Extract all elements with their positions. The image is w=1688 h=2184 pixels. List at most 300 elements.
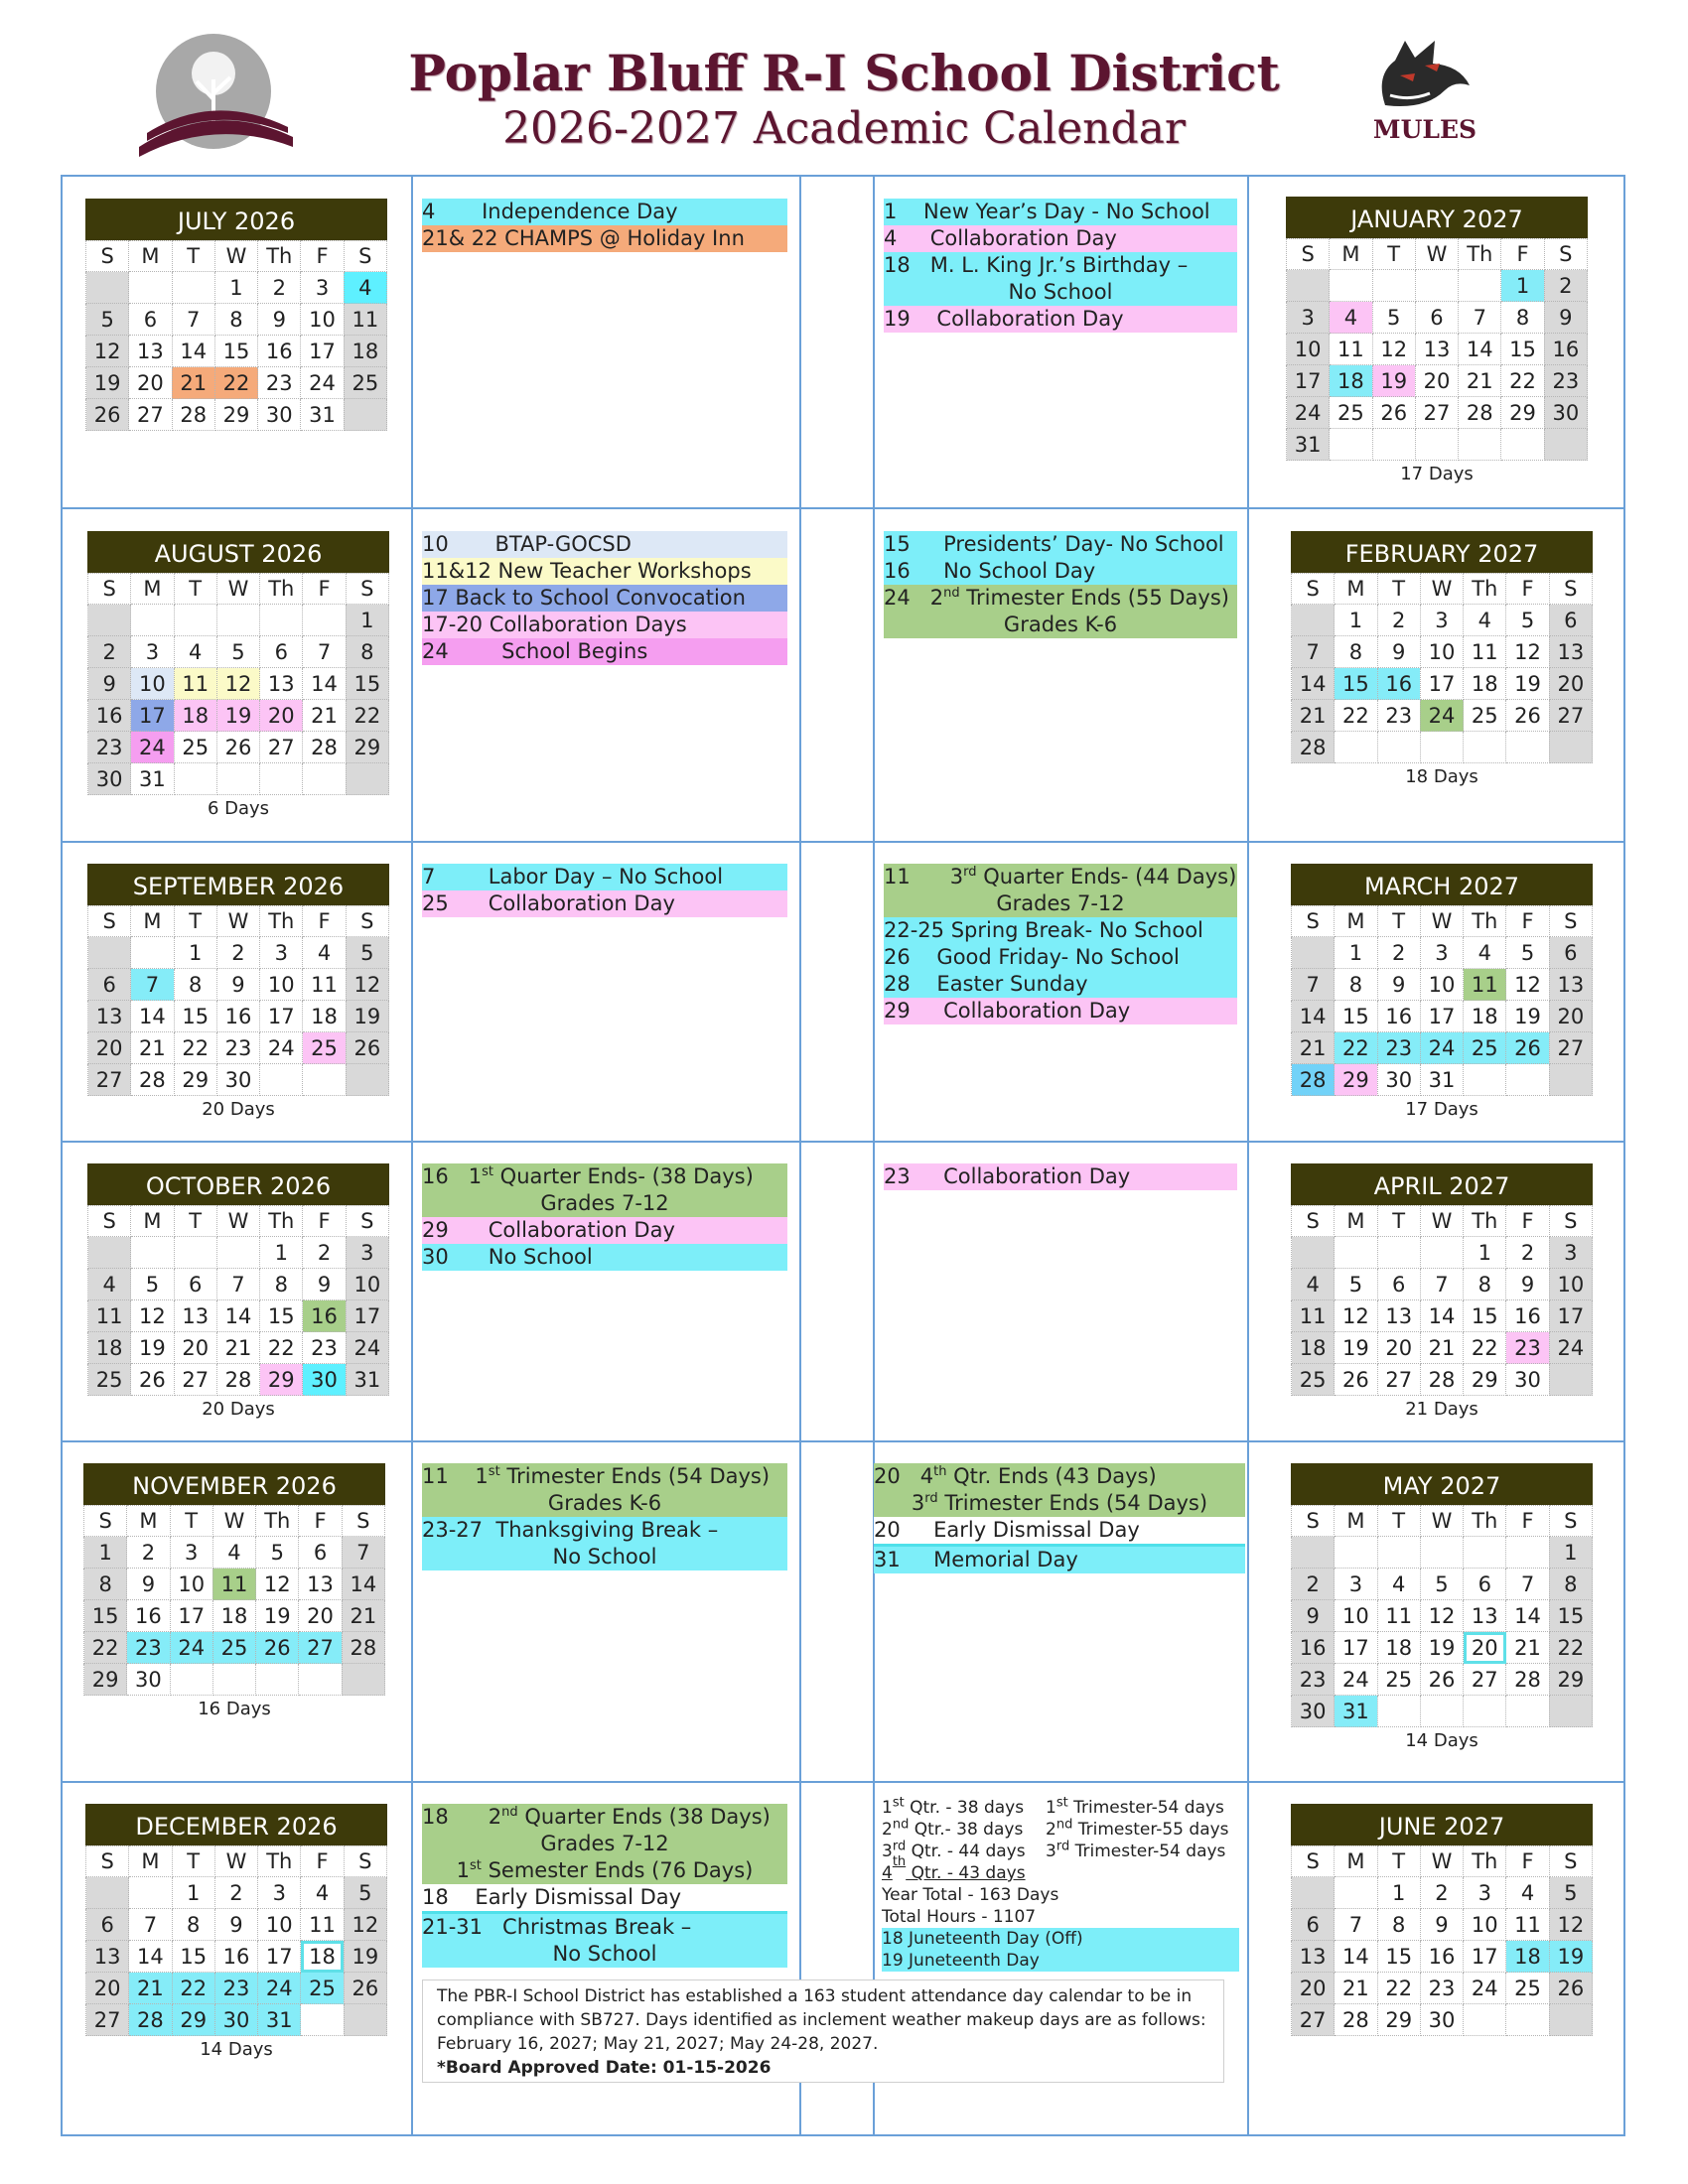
calendar-day: 9 bbox=[1544, 302, 1587, 334]
calendar-day: 26 bbox=[216, 732, 259, 763]
calendar-day: 2 bbox=[1377, 937, 1420, 969]
calendar-day: 1 bbox=[174, 937, 216, 969]
calendar-day: 10 bbox=[258, 1909, 301, 1941]
calendar-day: 24 bbox=[1287, 397, 1330, 429]
weekday-header: T bbox=[174, 906, 216, 937]
event-item: 11 3rd Quarter Ends- (44 Days) bbox=[884, 865, 1237, 888]
board-approved-date: *Board Approved Date: 01-15-2026 bbox=[437, 2058, 772, 2078]
calendar-day: 25 bbox=[1292, 1364, 1335, 1396]
calendar-day: 4 bbox=[1292, 1269, 1335, 1300]
calendar-empty-cell bbox=[1464, 1064, 1506, 1096]
calendar-day: 5 bbox=[216, 636, 259, 668]
calendar-day: 4 bbox=[1506, 1877, 1549, 1909]
calendar-day: 7 bbox=[1292, 969, 1335, 1001]
calendar-day: 18 bbox=[303, 1001, 346, 1032]
weekday-header: W bbox=[212, 1506, 255, 1537]
calendar-day: 7 bbox=[131, 969, 174, 1001]
weekday-header: W bbox=[216, 1206, 259, 1237]
calendar-empty-cell bbox=[1506, 1064, 1549, 1096]
calendar-day: 21 bbox=[172, 367, 214, 399]
calendar-day: 1 bbox=[1335, 937, 1377, 969]
calendar-day: 13 bbox=[1549, 969, 1592, 1001]
calendar-day: 6 bbox=[88, 969, 131, 1001]
calendar-day: 8 bbox=[1464, 1269, 1506, 1300]
weekday-header: S bbox=[1292, 906, 1335, 937]
calendar-day: 4 bbox=[88, 1269, 131, 1300]
calendar-day: 26 bbox=[1335, 1364, 1377, 1396]
calendar-day: 20 bbox=[299, 1600, 342, 1632]
calendar-day: 14 bbox=[342, 1569, 384, 1600]
weekday-header: Th bbox=[260, 906, 303, 937]
calendar-day: 11 bbox=[174, 668, 216, 700]
calendar-empty-cell bbox=[1420, 1537, 1463, 1569]
calendar-day: 14 bbox=[303, 668, 346, 700]
month-grid bbox=[83, 1505, 385, 1696]
calendar-day: 3 bbox=[346, 1237, 388, 1269]
calendar-day: 15 bbox=[1464, 1300, 1506, 1332]
calendar-day: 22 bbox=[1501, 365, 1544, 397]
weekday-header: T bbox=[1377, 1506, 1420, 1537]
calendar-day: 8 bbox=[1335, 636, 1377, 668]
calendar-day: 24 bbox=[170, 1632, 212, 1664]
calendar-empty-cell bbox=[1549, 1696, 1592, 1727]
calendar-day: 21 bbox=[131, 1032, 174, 1064]
weekday-header: Th bbox=[1464, 906, 1506, 937]
calendar-day: 8 bbox=[214, 304, 257, 336]
weekday-header: S bbox=[1292, 574, 1335, 605]
calendar-day: 3 bbox=[258, 1877, 301, 1909]
calendar-day: 5 bbox=[1549, 1877, 1592, 1909]
calendar-day: 11 bbox=[344, 304, 386, 336]
calendar-day: 22 bbox=[1549, 1632, 1592, 1664]
calendar-day: 23 bbox=[1377, 1032, 1420, 1064]
calendar-dec-2026 bbox=[85, 1804, 387, 2060]
calendar-day: 30 bbox=[88, 763, 131, 795]
year-total: Year Total - 163 Days bbox=[882, 1885, 1059, 1905]
weekday-header: Th bbox=[1464, 1846, 1506, 1877]
weekday-header: T bbox=[174, 574, 216, 605]
calendar-day: 7 bbox=[216, 1269, 259, 1300]
events-sep-2026 bbox=[422, 864, 787, 917]
calendar-day: 14 bbox=[1506, 1600, 1549, 1632]
calendar-empty-cell bbox=[1506, 2004, 1549, 2036]
instruction-day-count: 6 Days bbox=[207, 798, 270, 819]
calendar-empty-cell bbox=[1415, 270, 1458, 302]
weekday-header: S bbox=[88, 1206, 131, 1237]
calendar-day: 24 bbox=[131, 732, 174, 763]
calendar-day: 26 bbox=[256, 1632, 299, 1664]
month-title: SEPTEMBER 2026 bbox=[87, 864, 389, 905]
calendar-empty-cell bbox=[1464, 1537, 1506, 1569]
event-item: 1st Semester Ends (76 Days) bbox=[422, 1857, 787, 1884]
weekday-header: Th bbox=[258, 241, 301, 272]
calendar-day: 25 bbox=[344, 367, 386, 399]
calendar-day: 4 bbox=[1464, 605, 1506, 636]
calendar-empty-cell bbox=[1501, 429, 1544, 461]
calendar-day: 6 bbox=[1549, 937, 1592, 969]
calendar-day: 29 bbox=[346, 732, 388, 763]
calendar-day: 21 bbox=[1292, 1032, 1335, 1064]
calendar-day: 29 bbox=[174, 1064, 216, 1096]
weekday-header: T bbox=[174, 1206, 216, 1237]
calendar-day: 23 bbox=[127, 1632, 170, 1664]
calendar-day: 28 bbox=[129, 2004, 172, 2036]
calendar-day: 22 bbox=[1377, 1973, 1420, 2004]
event-item: 18 M. L. King Jr.’s Birthday – bbox=[884, 252, 1237, 279]
calendar-day: 6 bbox=[1292, 1909, 1335, 1941]
calendar-day: 27 bbox=[1377, 1364, 1420, 1396]
calendar-day: 6 bbox=[86, 1909, 129, 1941]
calendar-day: 28 bbox=[216, 1364, 259, 1396]
calendar-empty-cell bbox=[1464, 2004, 1506, 2036]
calendar-day: 19 bbox=[256, 1600, 299, 1632]
calendar-day: 11 bbox=[303, 969, 346, 1001]
event-item: 30 No School bbox=[422, 1244, 787, 1271]
calendar-day: 8 bbox=[1377, 1909, 1420, 1941]
calendar-empty-cell bbox=[1335, 1877, 1377, 1909]
weekday-header: F bbox=[301, 1846, 344, 1877]
calendar-day: 28 bbox=[1292, 732, 1335, 763]
calendar-day: 2 bbox=[1506, 1237, 1549, 1269]
calendar-day: 2 bbox=[1544, 270, 1587, 302]
event-item: 24 2nd Trimester Ends (55 Days) bbox=[884, 585, 1237, 612]
calendar-empty-cell bbox=[1549, 1064, 1592, 1096]
calendar-empty-cell bbox=[260, 605, 303, 636]
calendar-day: 11 bbox=[1292, 1300, 1335, 1332]
calendar-day: 27 bbox=[1292, 2004, 1335, 2036]
weekday-header: S bbox=[1292, 1206, 1335, 1237]
instruction-day-count: 14 Days bbox=[200, 2039, 273, 2060]
event-item: 22-25 Spring Break- No School bbox=[884, 917, 1237, 944]
calendar-day: 17 bbox=[131, 700, 174, 732]
calendar-day: 27 bbox=[88, 1064, 131, 1096]
calendar-empty-cell bbox=[174, 1237, 216, 1269]
calendar-day: 17 bbox=[258, 1941, 301, 1973]
calendar-empty-cell bbox=[1335, 732, 1377, 763]
month-grid bbox=[87, 1205, 389, 1396]
event-item: 19 Collaboration Day bbox=[884, 306, 1237, 333]
calendar-day: 28 bbox=[1335, 2004, 1377, 2036]
instruction-day-count: 21 Days bbox=[1405, 1399, 1478, 1420]
calendar-day: 14 bbox=[1420, 1300, 1463, 1332]
trimester-count: 2nd Trimester-55 days bbox=[1046, 1817, 1229, 1840]
calendar-day: 30 bbox=[1544, 397, 1587, 429]
calendar-day: 16 bbox=[1377, 668, 1420, 700]
calendar-day: 12 bbox=[86, 336, 129, 367]
calendar-day: 9 bbox=[127, 1569, 170, 1600]
calendar-empty-cell bbox=[256, 1664, 299, 1696]
event-item: 29 Collaboration Day bbox=[422, 1217, 787, 1244]
calendar-day: 28 bbox=[172, 399, 214, 431]
month-title: JUNE 2027 bbox=[1291, 1804, 1593, 1845]
calendar-day: 28 bbox=[1506, 1664, 1549, 1696]
calendar-empty-cell bbox=[1549, 2004, 1592, 2036]
calendar-day: 22 bbox=[214, 367, 257, 399]
calendar-day: 23 bbox=[214, 1973, 257, 2004]
calendar-day: 14 bbox=[172, 336, 214, 367]
calendar-day: 19 bbox=[216, 700, 259, 732]
calendar-day: 24 bbox=[260, 1032, 303, 1064]
calendar-day: 2 bbox=[216, 937, 259, 969]
calendar-day: 27 bbox=[174, 1364, 216, 1396]
month-grid bbox=[85, 1845, 387, 2036]
calendar-empty-cell bbox=[212, 1664, 255, 1696]
calendar-day: 28 bbox=[303, 732, 346, 763]
calendar-day: 13 bbox=[299, 1569, 342, 1600]
calendar-empty-cell bbox=[1377, 732, 1420, 763]
calendar-jan-2027 bbox=[1286, 197, 1588, 484]
weekday-header: F bbox=[1506, 574, 1549, 605]
calendar-day: 18 bbox=[1330, 365, 1372, 397]
event-item: Grades 7-12 bbox=[422, 1831, 787, 1857]
weekday-header: T bbox=[1377, 574, 1420, 605]
calendar-day: 22 bbox=[1335, 1032, 1377, 1064]
calendar-empty-cell bbox=[216, 1237, 259, 1269]
trimester-count: 1st Trimester-54 days bbox=[1046, 1795, 1224, 1818]
calendar-day: 17 bbox=[1335, 1632, 1377, 1664]
calendar-day: 30 bbox=[1377, 1064, 1420, 1096]
calendar-day: 30 bbox=[216, 1064, 259, 1096]
instruction-day-count: 20 Days bbox=[202, 1399, 275, 1420]
calendar-day: 21 bbox=[1292, 700, 1335, 732]
calendar-day: 15 bbox=[174, 1001, 216, 1032]
calendar-day: 12 bbox=[1506, 636, 1549, 668]
calendar-day: 11 bbox=[1330, 334, 1372, 365]
calendar-day: 3 bbox=[1287, 302, 1330, 334]
weekday-header: S bbox=[346, 574, 388, 605]
calendar-day: 18 bbox=[344, 336, 386, 367]
calendar-day: 3 bbox=[170, 1537, 212, 1569]
event-item: 4 Independence Day bbox=[422, 199, 787, 225]
event-item: 24 School Begins bbox=[422, 638, 787, 665]
calendar-day: 22 bbox=[1464, 1332, 1506, 1364]
weekday-header: Th bbox=[256, 1506, 299, 1537]
calendar-empty-cell bbox=[1420, 732, 1463, 763]
calendar-day: 8 bbox=[172, 1909, 214, 1941]
weekday-header: S bbox=[1549, 1846, 1592, 1877]
calendar-empty-cell bbox=[216, 763, 259, 795]
weekday-header: W bbox=[1420, 1846, 1463, 1877]
calendar-day: 13 bbox=[1549, 636, 1592, 668]
calendar-day: 21 bbox=[342, 1600, 384, 1632]
calendar-day: 29 bbox=[1501, 397, 1544, 429]
calendar-jun-2027 bbox=[1291, 1804, 1593, 2036]
weekday-header: S bbox=[346, 1206, 388, 1237]
calendar-day: 1 bbox=[1464, 1237, 1506, 1269]
calendar-day: 4 bbox=[1464, 937, 1506, 969]
month-title: AUGUST 2026 bbox=[87, 531, 389, 573]
event-item: 16 1st Quarter Ends- (38 Days) bbox=[422, 1163, 787, 1190]
event-item: 1 New Year’s Day - No School bbox=[884, 199, 1237, 225]
calendar-day: 5 bbox=[1420, 1569, 1463, 1600]
calendar-day: 24 bbox=[1549, 1332, 1592, 1364]
calendar-day: 15 bbox=[260, 1300, 303, 1332]
calendar-day: 4 bbox=[344, 272, 386, 304]
calendar-empty-cell bbox=[299, 1664, 342, 1696]
calendar-empty-cell bbox=[1335, 1237, 1377, 1269]
calendar-day: 19 bbox=[131, 1332, 174, 1364]
event-item: 20 4th Qtr. Ends (43 Days) bbox=[874, 1463, 1245, 1490]
calendar-day: 17 bbox=[170, 1600, 212, 1632]
calendar-day: 16 bbox=[1292, 1632, 1335, 1664]
event-item: 29 Collaboration Day bbox=[884, 998, 1237, 1024]
calendar-day: 7 bbox=[1420, 1269, 1463, 1300]
calendar-day: 19 bbox=[1372, 365, 1415, 397]
district-title: Poplar Bluff R-I School District bbox=[408, 44, 1280, 102]
calendar-day: 25 bbox=[303, 1032, 346, 1064]
calendar-day: 15 bbox=[1549, 1600, 1592, 1632]
calendar-day: 20 bbox=[88, 1032, 131, 1064]
calendar-day: 11 bbox=[301, 1909, 344, 1941]
calendar-day: 9 bbox=[1506, 1269, 1549, 1300]
instruction-day-count: 17 Days bbox=[1405, 1099, 1478, 1120]
weekday-header: M bbox=[1335, 906, 1377, 937]
calendar-empty-cell bbox=[1420, 1696, 1463, 1727]
calendar-empty-cell bbox=[344, 2004, 386, 2036]
events-nov-2026 bbox=[422, 1463, 787, 1570]
weekday-header: S bbox=[1549, 1506, 1592, 1537]
events-feb-2027 bbox=[884, 531, 1237, 638]
calendar-day: 28 bbox=[1459, 397, 1501, 429]
month-grid bbox=[85, 240, 387, 431]
events-mar-2027 bbox=[884, 864, 1237, 1024]
calendar-day: 10 bbox=[1420, 636, 1463, 668]
calendar-day: 25 bbox=[212, 1632, 255, 1664]
calendar-day: 16 bbox=[1506, 1300, 1549, 1332]
event-item: Grades K-6 bbox=[884, 612, 1237, 638]
attendance-note bbox=[422, 1979, 1224, 2083]
calendar-day: 30 bbox=[1420, 2004, 1463, 2036]
calendar-day: 1 bbox=[172, 1877, 214, 1909]
calendar-day: 14 bbox=[1292, 1001, 1335, 1032]
calendar-day: 3 bbox=[1335, 1569, 1377, 1600]
calendar-day: 10 bbox=[131, 668, 174, 700]
event-item: 18 Early Dismissal Day bbox=[422, 1884, 787, 1914]
calendar-empty-cell bbox=[88, 605, 131, 636]
calendar-day: 23 bbox=[303, 1332, 346, 1364]
calendar-day: 15 bbox=[1501, 334, 1544, 365]
calendar-empty-cell bbox=[1335, 1537, 1377, 1569]
calendar-day: 4 bbox=[301, 1877, 344, 1909]
calendar-day: 13 bbox=[86, 1941, 129, 1973]
calendar-day: 25 bbox=[1464, 700, 1506, 732]
calendar-day: 29 bbox=[1549, 1664, 1592, 1696]
calendar-day: 1 bbox=[1377, 1877, 1420, 1909]
calendar-day: 25 bbox=[1506, 1973, 1549, 2004]
calendar-sep-2026 bbox=[87, 864, 389, 1120]
calendar-day: 16 bbox=[258, 336, 301, 367]
calendar-day: 1 bbox=[260, 1237, 303, 1269]
calendar-day: 28 bbox=[131, 1064, 174, 1096]
calendar-day: 13 bbox=[1292, 1941, 1335, 1973]
calendar-day: 11 bbox=[1377, 1600, 1420, 1632]
weekday-header: S bbox=[86, 241, 129, 272]
weekday-header: Th bbox=[260, 1206, 303, 1237]
calendar-day: 13 bbox=[174, 1300, 216, 1332]
calendar-day: 12 bbox=[216, 668, 259, 700]
calendar-day: 5 bbox=[344, 1877, 386, 1909]
calendar-day: 26 bbox=[131, 1364, 174, 1396]
weekday-header: S bbox=[86, 1846, 129, 1877]
calendar-empty-cell bbox=[344, 399, 386, 431]
events-jul-2026 bbox=[422, 199, 787, 252]
events-dec-2026 bbox=[422, 1804, 787, 1968]
calendar-day: 6 bbox=[1464, 1569, 1506, 1600]
calendar-day: 4 bbox=[1377, 1569, 1420, 1600]
calendar-day: 18 bbox=[1464, 668, 1506, 700]
calendar-day: 18 bbox=[1464, 1001, 1506, 1032]
calendar-day: 14 bbox=[131, 1001, 174, 1032]
weekday-header: W bbox=[216, 906, 259, 937]
calendar-day: 14 bbox=[1292, 668, 1335, 700]
weekday-header: S bbox=[1287, 239, 1330, 270]
calendar-day: 31 bbox=[1335, 1696, 1377, 1727]
calendar-empty-cell bbox=[88, 937, 131, 969]
calendar-day: 30 bbox=[214, 2004, 257, 2036]
calendar-day: 26 bbox=[1506, 700, 1549, 732]
calendar-day: 26 bbox=[1549, 1973, 1592, 2004]
events-jan-2027 bbox=[884, 199, 1237, 333]
calendar-day: 29 bbox=[172, 2004, 214, 2036]
calendar-day: 21 bbox=[303, 700, 346, 732]
weekday-header: F bbox=[303, 574, 346, 605]
weekday-header: T bbox=[1377, 1206, 1420, 1237]
calendar-day: 31 bbox=[301, 399, 344, 431]
event-item: 21& 22 CHAMPS @ Holiday Inn bbox=[422, 225, 787, 252]
calendar-day: 24 bbox=[1464, 1973, 1506, 2004]
instruction-day-count: 20 Days bbox=[202, 1099, 275, 1120]
calendar-day: 21 bbox=[1420, 1332, 1463, 1364]
calendar-subtitle: 2026-2027 Academic Calendar bbox=[502, 103, 1186, 154]
calendar-day: 3 bbox=[1420, 937, 1463, 969]
calendar-day: 12 bbox=[131, 1300, 174, 1332]
calendar-day: 20 bbox=[1377, 1332, 1420, 1364]
month-title: OCTOBER 2026 bbox=[87, 1163, 389, 1205]
calendar-day: 29 bbox=[1464, 1364, 1506, 1396]
calendar-day: 16 bbox=[1544, 334, 1587, 365]
calendar-day: 12 bbox=[1372, 334, 1415, 365]
calendar-empty-cell bbox=[1464, 732, 1506, 763]
weekday-header: F bbox=[301, 241, 344, 272]
month-grid bbox=[1291, 1205, 1593, 1396]
calendar-day: 6 bbox=[299, 1537, 342, 1569]
calendar-day: 8 bbox=[1501, 302, 1544, 334]
calendar-day: 8 bbox=[1549, 1569, 1592, 1600]
calendar-day: 1 bbox=[84, 1537, 127, 1569]
calendar-day: 29 bbox=[84, 1664, 127, 1696]
calendar-empty-cell bbox=[172, 272, 214, 304]
calendar-empty-cell bbox=[1292, 1877, 1335, 1909]
calendar-day: 28 bbox=[1420, 1364, 1463, 1396]
calendar-day: 15 bbox=[172, 1941, 214, 1973]
event-item: 11&12 New Teacher Workshops bbox=[422, 558, 787, 585]
weekday-header: M bbox=[131, 574, 174, 605]
calendar-day: 14 bbox=[1335, 1941, 1377, 1973]
summary-row bbox=[882, 1819, 1239, 1841]
month-title: JANUARY 2027 bbox=[1286, 197, 1588, 238]
weekday-header: Th bbox=[1464, 574, 1506, 605]
calendar-day: 27 bbox=[1415, 397, 1458, 429]
calendar-empty-cell bbox=[260, 763, 303, 795]
calendar-day: 17 bbox=[301, 336, 344, 367]
calendar-day: 2 bbox=[303, 1237, 346, 1269]
calendar-day: 24 bbox=[258, 1973, 301, 2004]
event-item: Grades K-6 bbox=[422, 1490, 787, 1517]
calendar-day: 12 bbox=[1506, 969, 1549, 1001]
event-item: 31 Memorial Day bbox=[874, 1547, 1245, 1573]
calendar-day: 18 bbox=[1292, 1332, 1335, 1364]
calendar-day: 9 bbox=[214, 1909, 257, 1941]
